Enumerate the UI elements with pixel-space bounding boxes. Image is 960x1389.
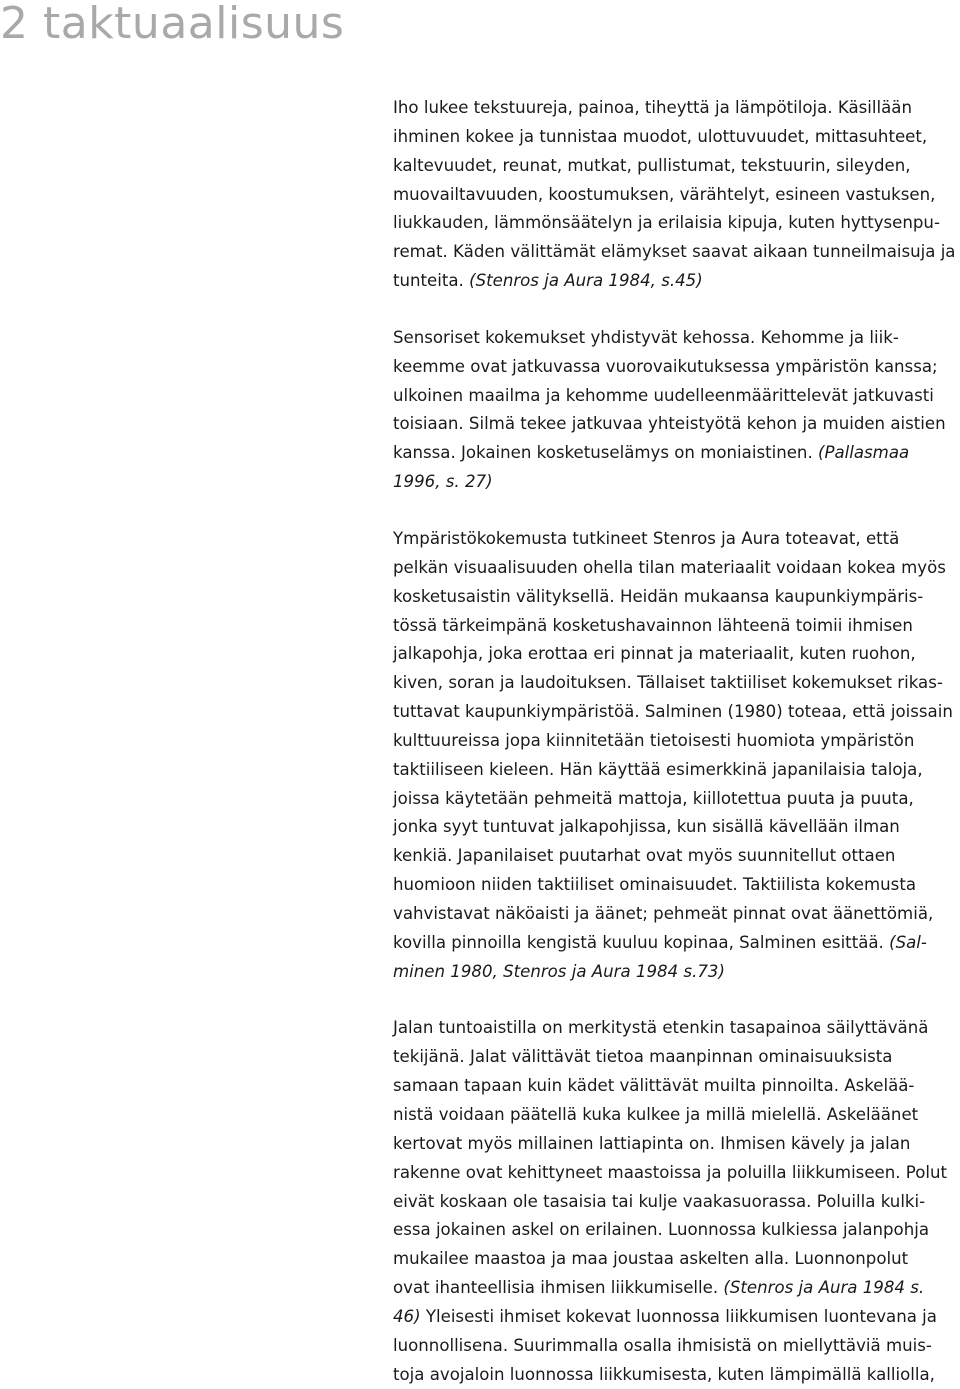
text-line [393,123,960,152]
text-segment: tuttavat kaupunkiympäristöä. Salminen (1980) toteaa, että joissain [393,702,953,722]
text-segment: kovilla pinnoilla kengistä kuuluu kopinaa, Salminen esittää. [393,932,890,952]
paragraph-gap [393,986,960,1014]
text-segment: Yleisesti ihmiset kokevat luonnossa liikkumisen luontevana ja [420,1306,937,1326]
text-line [393,152,960,181]
text-line [393,1014,960,1043]
text-segment: toja avojaloin luonnossa liikkumisesta, kuten lämpimällä kalliolla, [393,1364,935,1384]
body-text [393,94,960,1389]
text-line [393,554,960,583]
text-segment: kaltevuudet, reunat, mutkat, pullistumat, tekstuurin, sileyden, [393,155,911,175]
text-line [393,1101,960,1130]
text-segment: Ympäristökokemusta tutkineet Stenros ja Aura toteavat, että [393,528,900,548]
text-segment: kenkiä. Japanilaiset puutarhat ovat myös suunnitellut ottaen [393,846,896,866]
paragraph [393,324,960,497]
text-line [393,612,960,641]
text-segment: vahvistavat näköaisti ja äänet; pehmeät pinnat ovat äänettömiä, [393,903,934,923]
citation: (Stenros ja Aura 1984 s. [723,1278,925,1298]
text-line [393,382,960,411]
text-segment: kiven, soran ja laudoituksen. Tällaiset taktiiliset kokemukset rikas- [393,673,943,693]
text-line [393,209,960,238]
text-segment: Sensoriset kokemukset yhdistyvät kehossa. Kehomme ja liik- [393,327,899,347]
text-line [393,958,960,987]
text-line [393,181,960,210]
text-segment: essa jokainen askel on erilainen. Luonnossa kulkiessa jalanpohja [393,1220,929,1240]
text-line [393,640,960,669]
text-segment: kertovat myös millainen lattiapinta on. Ihmisen kävely ja jalan [393,1133,911,1153]
text-line [393,727,960,756]
text-line [393,698,960,727]
text-segment: remat. Käden välittämät elämykset saavat aikaan tunneilmaisuja ja [393,242,956,262]
text-segment: eivät koskaan ole tasaisia tai kulje vaakasuorassa. Poluilla kulki- [393,1191,926,1211]
text-segment: ovat ihanteellisia ihmisen liikkumiselle. [393,1278,724,1298]
text-line [393,1216,960,1245]
text-line [393,669,960,698]
text-segment: Iho lukee tekstuureja, painoa, tiheyttä ja lämpötiloja. Käsillään [393,98,912,117]
page-title: 2 taktuaalisuus [0,0,345,49]
text-line [393,353,960,382]
citation: (Sal- [889,932,927,952]
paragraph [393,1014,960,1389]
citation: minen 1980, Stenros ja Aura 1984 s.73) [393,961,725,981]
text-segment: rakenne ovat kehittyneet maastoissa ja poluilla liikkumiseen. Polut [393,1162,948,1182]
text-segment: tekijänä. Jalat välittävät tietoa maanpinnan ominaisuuksista [393,1047,893,1067]
text-segment: taktiiliseen kieleen. Hän käyttää esimerkkinä japanilaisia taloja, [393,759,923,779]
text-segment: ihminen kokee ja tunnistaa muodot, ulottuvuudet, mittasuhteet, [393,126,928,146]
text-segment: samaan tapaan kuin kädet välittävät muilta pinnoilta. Askelää- [393,1076,915,1096]
text-line [393,785,960,814]
text-segment: jalkapohja, joka erottaa eri pinnat ja materiaalit, kuten ruohon, [393,644,916,664]
text-segment: muovailtavuuden, koostumuksen, värähtelyt, esineen vastuksen, [393,184,936,204]
text-segment: kanssa. Jokainen kosketuselämys on moniaistinen. [393,443,818,463]
citation: (Pallasmaa [818,443,910,463]
text-line [393,871,960,900]
text-segment: kosketusaistin välityksellä. Heidän mukaansa kaupunkiympäris- [393,586,924,606]
citation: (Stenros ja Aura 1984, s.45) [469,271,703,291]
paragraph-gap [393,497,960,525]
text-segment: tössä tärkeimpänä kosketushavainnon lähteenä toimii ihmisen [393,615,913,635]
text-line [393,1332,960,1361]
text-line [393,929,960,958]
text-segment: keemme ovat jatkuvassa vuorovaikutuksessa ympäristön kanssa; [393,356,938,376]
text-line [393,900,960,929]
text-line [393,1159,960,1188]
text-segment: huomioon niiden taktiiliset ominaisuudet. Taktiilista kokemusta [393,875,917,895]
text-line [393,1188,960,1217]
citation: 46) [393,1306,421,1326]
text-segment: toisiaan. Silmä tekee jatkuvaa yhteistyötä kehon ja muiden aistien [393,414,946,434]
text-line [393,1274,960,1303]
paragraph [393,94,960,296]
text-line [393,324,960,353]
text-segment: Jalan tuntoaistilla on merkitystä etenkin tasapainoa säilyttävänä [393,1018,929,1038]
text-segment: liukkauden, lämmönsäätelyn ja erilaisia kipuja, kuten hyttysenpu- [393,213,940,233]
text-segment: pelkän visuaalisuuden ohella tilan materiaalit voidaan kokea myös [393,557,946,577]
text-line [393,525,960,554]
text-line [393,813,960,842]
text-line [393,756,960,785]
text-line [393,238,960,267]
text-line [393,468,960,497]
text-segment: kulttuureissa jopa kiinnitetään tietoisesti huomiota ympäristön [393,730,915,750]
text-segment: tunteita. [393,271,470,291]
text-line [393,583,960,612]
text-segment: ulkoinen maailma ja kehomme uudelleenmäärittelevät jatkuvasti [393,385,934,405]
text-segment: nistä voidaan päätellä kuka kulkee ja millä mielellä. Askeläänet [393,1105,919,1124]
text-segment: luonnollisena. Suurimmalla osalla ihmisistä on miellyttäviä muis- [393,1335,932,1355]
text-segment: joissa käytetään pehmeitä mattoja, kiillotettua puuta ja puuta, [393,788,914,808]
text-line [393,1303,960,1332]
text-line [393,842,960,871]
citation: 1996, s. 27) [393,472,493,492]
text-line [393,1043,960,1072]
text-segment: mukailee maastoa ja maa joustaa askelten alla. Luonnonpolut [393,1249,909,1269]
text-line [393,1245,960,1274]
text-line [393,439,960,468]
paragraph-gap [393,296,960,324]
text-line [393,1130,960,1159]
text-line [393,410,960,439]
text-segment: jonka syyt tuntuvat jalkapohjissa, kun sisällä kävellään ilman [393,817,900,837]
text-line [393,94,960,123]
text-line [393,1072,960,1101]
paragraph [393,525,960,987]
text-line [393,267,960,296]
